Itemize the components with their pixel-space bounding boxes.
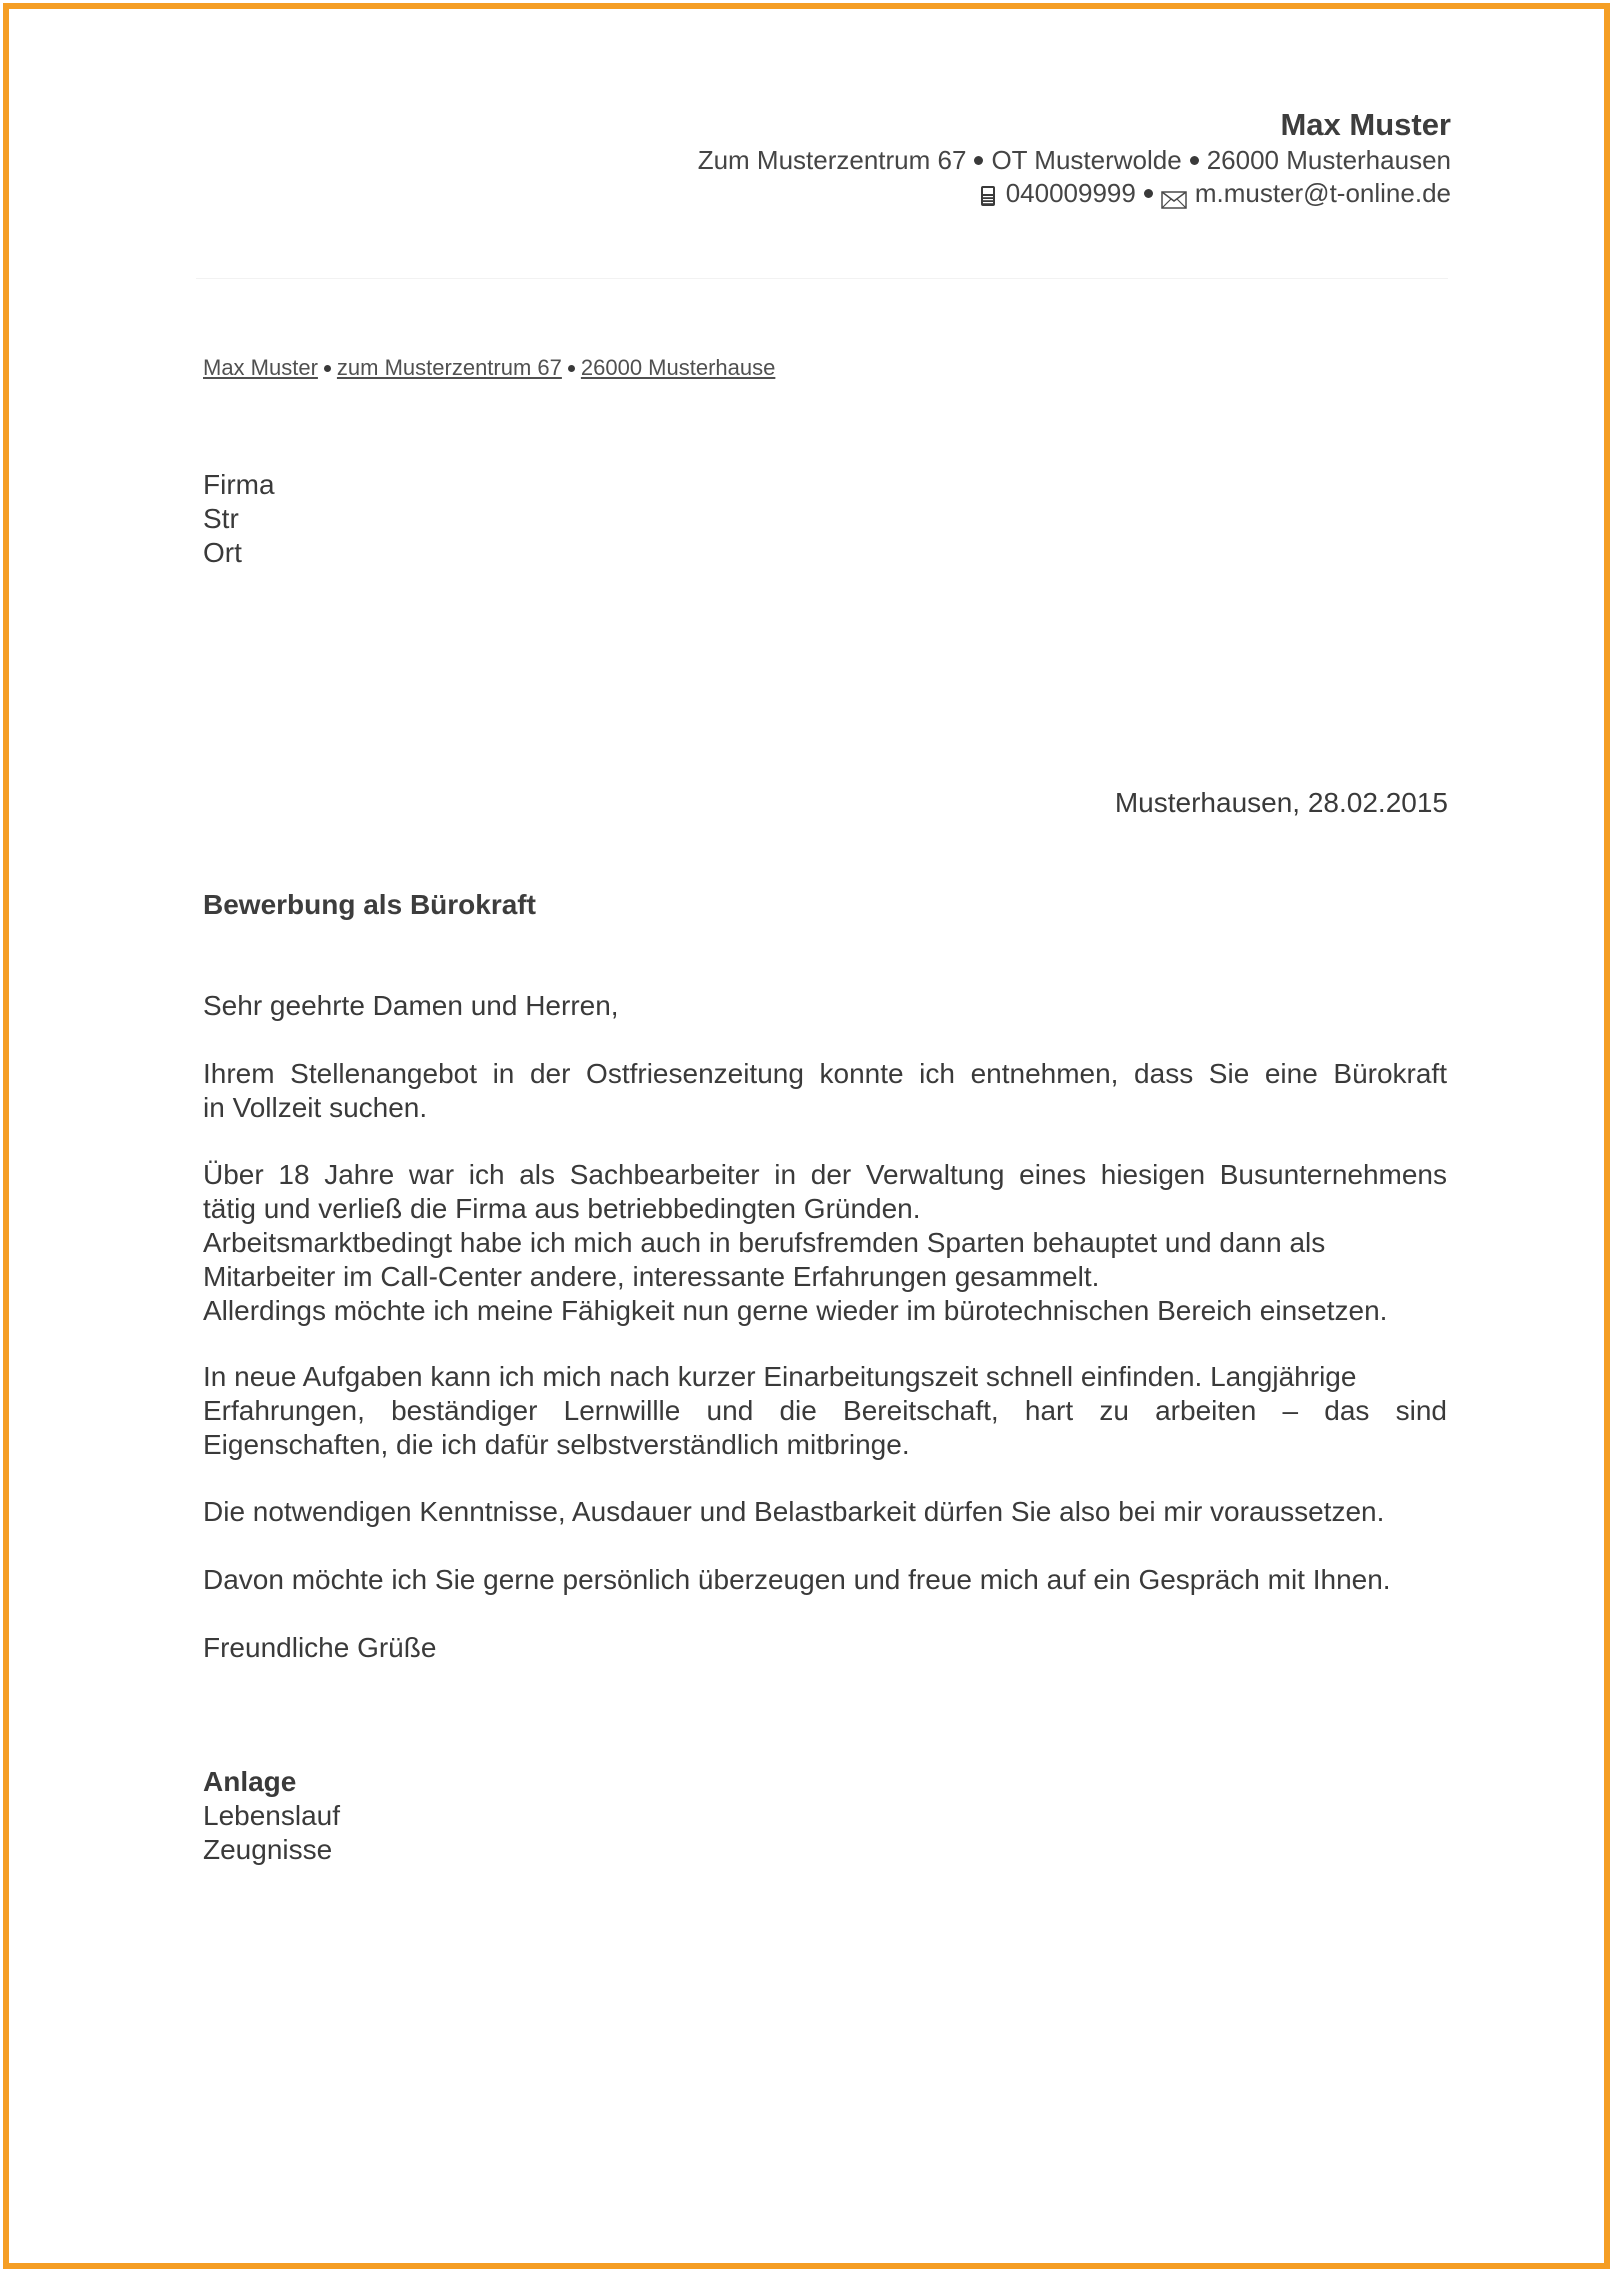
mail-icon <box>1161 184 1187 202</box>
paragraph-2-line-3: Arbeitsmarktbedingt habe ich mich auch in berufsfremden Sparten behauptet und dann als <box>203 1227 1326 1258</box>
paragraph-3-line-1: In neue Aufgaben kann ich mich nach kurzer Einarbeitungszeit schnell einfinden. Langjährige <box>203 1361 1357 1392</box>
sender-city: 26000 Musterhausen <box>1206 145 1451 175</box>
paragraph-1-line-2: in Vollzeit suchen. <box>203 1092 428 1123</box>
attachments-block <box>203 1765 340 1867</box>
salutation <box>203 989 1447 1023</box>
paragraph-1-line-1: Ihrem Stellenangebot in der Ostfriesenzeitung konnte ich entnehmen, dass Sie eine Bürokraft <box>203 1058 1447 1089</box>
sender-contact-line <box>451 177 1451 210</box>
recipient-company: Firma <box>203 469 275 500</box>
paragraph-3-line-2: Erfahrungen, beständiger Lernwillle und die Bereitschaft, hart zu arbeiten – das sind <box>203 1395 1447 1426</box>
recipient-city: Ort <box>203 537 242 568</box>
bullet-separator <box>324 365 331 372</box>
paragraph-2 <box>203 1158 1447 1328</box>
return-street: zum Musterzentrum 67 <box>336 355 562 380</box>
paragraph-3-line-3: Eigenschaften, die ich dafür selbstverständlich mitbringe. <box>203 1429 910 1460</box>
header-divider <box>196 278 1448 279</box>
sender-phone: 040009999 <box>1005 178 1136 208</box>
closing <box>203 1631 1447 1665</box>
place-and-date: Musterhausen, 28.02.2015 <box>1114 787 1448 818</box>
sender-email: m.muster@t-online.de <box>1194 178 1451 208</box>
paragraph-4 <box>203 1495 1447 1529</box>
sender-address-line <box>451 144 1451 177</box>
phone-icon <box>980 182 996 204</box>
letterhead <box>451 106 1451 210</box>
paragraph-2-line-5: Allerdings möchte ich meine Fähigkeit nun gerne wieder im bürotechnischen Bereich einsetzen. <box>203 1295 1388 1326</box>
paragraph-5-text: Davon möchte ich Sie gerne persönlich überzeugen und freue mich auf ein Gespräch mit Ihnen. <box>203 1564 1391 1595</box>
paragraph-4-text: Die notwendigen Kenntnisse, Ausdauer und Belastbarkeit dürfen Sie also bei mir voraussetzen. <box>203 1496 1385 1527</box>
paragraph-2-line-1: Über 18 Jahre war ich als Sachbearbeiter in der Verwaltung eines hiesigen Busunternehmens <box>203 1159 1447 1190</box>
return-name: Max Muster <box>203 355 318 380</box>
recipient-address <box>203 468 275 570</box>
salutation-text: Sehr geehrte Damen und Herren, <box>203 990 619 1021</box>
paragraph-3 <box>203 1360 1447 1462</box>
recipient-street: Str <box>203 503 239 534</box>
page-frame <box>3 3 1610 2269</box>
sender-district: OT Musterwolde <box>991 145 1182 175</box>
sender-street: Zum Musterzentrum 67 <box>697 145 967 175</box>
bullet-separator <box>1144 189 1153 198</box>
attachment-item: Lebenslauf <box>203 1800 341 1831</box>
paragraph-2-line-2: tätig und verließ die Firma aus betriebbedingten Gründen. <box>203 1193 921 1224</box>
bullet-separator <box>974 156 983 165</box>
attachments-title: Anlage <box>203 1766 297 1797</box>
paragraph-1 <box>203 1057 1447 1125</box>
bullet-separator <box>1190 156 1199 165</box>
paragraph-2-line-4: Mitarbeiter im Call-Center andere, interessante Erfahrungen gesammelt. <box>203 1261 1100 1292</box>
bullet-separator <box>568 365 575 372</box>
letter-subject: Bewerbung als Bürokraft <box>203 889 536 920</box>
attachment-item: Zeugnisse <box>203 1834 333 1865</box>
return-address-line <box>203 355 775 381</box>
sender-name: Max Muster <box>1280 107 1451 142</box>
paragraph-5 <box>203 1563 1447 1597</box>
return-city: 26000 Musterhause <box>580 355 776 380</box>
closing-text: Freundliche Grüße <box>203 1632 437 1663</box>
